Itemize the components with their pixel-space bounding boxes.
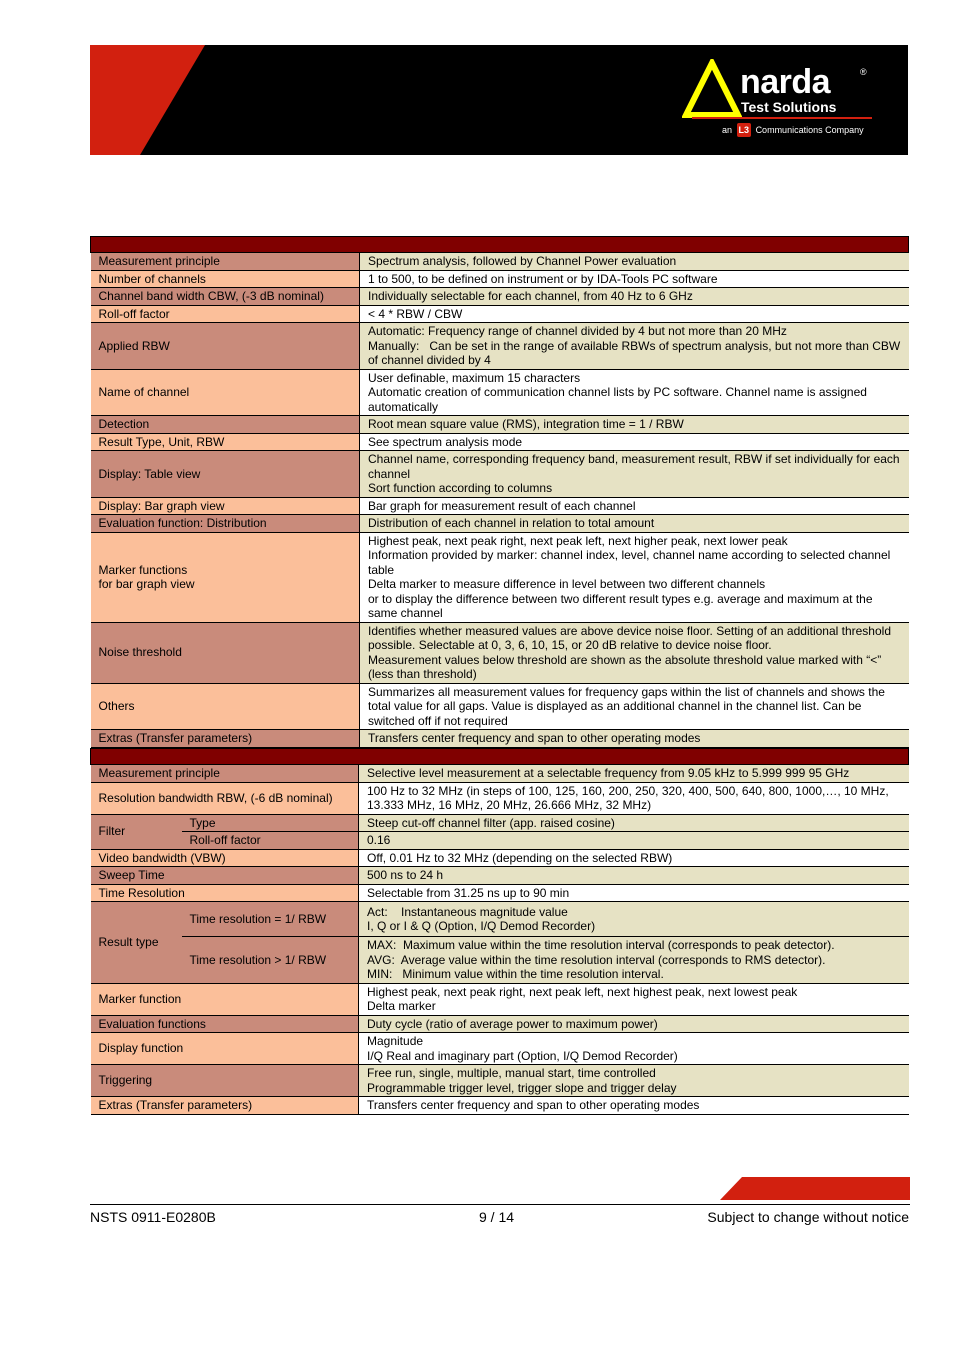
key-line: Measurement principle bbox=[98, 254, 220, 268]
value-line: Individually selectable for each channel, from 40 Hz to 6 GHz bbox=[368, 289, 693, 303]
key-line: Evaluation function: Distribution bbox=[98, 516, 267, 530]
row-value bbox=[359, 937, 909, 984]
footer-page-number: 9 / 14 bbox=[479, 1209, 515, 1225]
row-key bbox=[91, 683, 360, 730]
row-key: Resolution bandwidth RBW, (-6 dB nominal) bbox=[91, 782, 359, 814]
value-line: I, Q or I & Q (Option, I/Q Demod Recorder) bbox=[367, 919, 596, 933]
row-key-result-type: Result type bbox=[91, 902, 182, 984]
footer-rule bbox=[90, 1204, 910, 1205]
value-line: Root mean square value (RMS), integration time = 1 / RBW bbox=[368, 417, 684, 431]
row-key: Measurement principle bbox=[91, 765, 359, 783]
key-line: for bar graph view bbox=[98, 577, 195, 591]
value-line: Delta marker to measure difference in level between two different channels bbox=[368, 577, 766, 591]
l3-icon: L3 bbox=[738, 125, 750, 135]
logo-rule bbox=[692, 117, 872, 119]
row-value: Off, 0.01 Hz to 32 MHz (depending on the selected RBW) bbox=[359, 849, 909, 867]
row-key: Display function bbox=[91, 1033, 359, 1065]
footer-doc-id: NSTS 0911-E0280B bbox=[90, 1209, 216, 1225]
row-value: 100 Hz to 32 MHz (in steps of 100, 125, 160, 200, 250, 320, 400, 500, 640, 800, 1000,…, 10 MHz, 13.333 MHz, 16 MHz, 20 MHz, 26.666 MHz, 32 MHz) bbox=[359, 782, 909, 814]
row-subkey: Type bbox=[182, 814, 359, 832]
value-line: AVG: Average value within the time resolution interval (corresponds to RMS detector). bbox=[367, 952, 826, 967]
table-row bbox=[91, 849, 909, 867]
table-row bbox=[91, 867, 909, 885]
row-key bbox=[91, 515, 360, 533]
key-line: Others bbox=[98, 699, 135, 713]
banner-red-block bbox=[90, 45, 140, 155]
key-line: Display: Table view bbox=[98, 466, 201, 481]
row-subkey: Time resolution > 1/ RBW bbox=[182, 937, 359, 984]
row-key bbox=[91, 323, 360, 370]
table-row bbox=[91, 1065, 909, 1097]
row-value bbox=[360, 323, 909, 370]
table-row bbox=[91, 416, 909, 434]
row-key bbox=[91, 305, 360, 323]
table-row bbox=[91, 1097, 909, 1115]
row-key bbox=[91, 369, 360, 416]
banner-red-wedge bbox=[140, 45, 205, 155]
table-row bbox=[91, 497, 909, 515]
logo-subtitle: Test Solutions bbox=[741, 99, 837, 115]
key-line: Detection bbox=[98, 417, 150, 431]
narda-logo bbox=[682, 59, 882, 144]
value-line: Automatic creation of communication channel lists by PC software. Channel name is assigned automatically bbox=[368, 385, 871, 414]
value-line: Summarizes all measurement values for frequency gaps within the list of channels and shows the total value for all gaps. Value is displayed as an additional channel in the channel list. Can be switched off if not required bbox=[368, 684, 889, 728]
row-key: Evaluation functions bbox=[91, 1015, 359, 1033]
tagline-prefix: an bbox=[722, 125, 733, 135]
value-line: Transfers center frequency and span to other operating modes bbox=[368, 731, 701, 745]
row-key: Marker function bbox=[91, 983, 359, 1015]
table-row bbox=[91, 288, 909, 306]
value-line: < 4 * RBW / CBW bbox=[368, 306, 463, 321]
value-line: User definable, maximum 15 characters bbox=[368, 370, 581, 385]
row-value: 0.16 bbox=[359, 832, 909, 850]
table-header-bar bbox=[91, 237, 909, 253]
row-value bbox=[359, 902, 909, 937]
value-line: Automatic: Frequency range of channel divided by 4 but not more than 20 MHz bbox=[368, 324, 787, 338]
row-value bbox=[360, 451, 909, 498]
table-row bbox=[91, 730, 909, 748]
channel-power-table bbox=[90, 236, 909, 748]
table-row bbox=[91, 683, 909, 730]
row-value bbox=[360, 305, 909, 323]
table-row bbox=[91, 902, 909, 937]
row-value bbox=[360, 416, 909, 434]
row-value bbox=[360, 730, 909, 748]
table-row bbox=[91, 532, 909, 622]
key-line: Number of channels bbox=[98, 271, 206, 286]
row-value bbox=[359, 983, 909, 1015]
value-line: Channel name, corresponding frequency band, measurement result, RBW if set individually for each channel bbox=[368, 452, 903, 481]
row-key bbox=[91, 451, 360, 498]
table-row bbox=[91, 270, 909, 288]
row-key bbox=[91, 416, 360, 434]
table-row bbox=[91, 1015, 909, 1033]
row-value: Steep cut-off channel filter (app. raised cosine) bbox=[359, 814, 909, 832]
value-line: Free run, single, multiple, manual start, time controlled bbox=[367, 1066, 656, 1080]
row-value bbox=[360, 253, 909, 271]
value-line: Magnitude bbox=[367, 1034, 424, 1048]
row-value bbox=[360, 515, 909, 533]
level-recorder-table bbox=[90, 748, 909, 1115]
table-row bbox=[91, 433, 909, 451]
key-line: Extras (Transfer parameters) bbox=[98, 731, 253, 745]
value-line: 1 to 500, to be defined on instrument or by IDA-Tools PC software bbox=[368, 271, 718, 286]
key-line: Display: Bar graph view bbox=[98, 498, 225, 513]
key-line: Roll-off factor bbox=[98, 306, 170, 321]
row-value: 500 ns to 24 h bbox=[359, 867, 909, 885]
value-line: Bar graph for measurement result of each channel bbox=[368, 498, 636, 513]
row-key bbox=[91, 270, 360, 288]
row-value bbox=[360, 288, 909, 306]
logo-tagline bbox=[722, 123, 864, 137]
key-line: Applied RBW bbox=[98, 338, 170, 353]
value-line: or to display the difference between two different result types e.g. average and maximum at the same channel bbox=[368, 591, 876, 620]
row-key bbox=[91, 497, 360, 515]
value-line: Distribution of each channel in relation to total amount bbox=[368, 516, 655, 530]
table-header-bar bbox=[91, 749, 909, 765]
row-key bbox=[91, 253, 360, 271]
table-row bbox=[91, 305, 909, 323]
value-line: Act: Instantaneous magnitude value bbox=[367, 904, 568, 919]
row-value: Selective level measurement at a selectable frequency from 9.05 kHz to 5.999 999 95 GHz bbox=[359, 765, 909, 783]
value-line: See spectrum analysis mode bbox=[368, 434, 523, 449]
row-key bbox=[91, 532, 360, 622]
value-line: Information provided by marker: channel index, level, channel name according to selected channel table bbox=[368, 548, 894, 577]
row-key bbox=[91, 433, 360, 451]
row-value bbox=[359, 1033, 909, 1065]
row-value: Selectable from 31.25 ns up to 90 min bbox=[359, 884, 909, 902]
value-line: Programmable trigger level, trigger slope and trigger delay bbox=[367, 1080, 677, 1095]
value-line: Highest peak, next peak right, next peak left, next higher peak, next lower peak bbox=[368, 533, 788, 548]
row-key: Sweep Time bbox=[91, 867, 359, 885]
row-value bbox=[360, 433, 909, 451]
tagline-suffix: Communications Company bbox=[755, 125, 864, 135]
table-row bbox=[91, 323, 909, 370]
value-line: Identifies whether measured values are above device noise floor. Setting of an additional threshold possible. Selectable at 0, 3, 6, 10, 15, or 20 dB relative to device noise floor. bbox=[368, 623, 895, 652]
row-value bbox=[360, 532, 909, 622]
row-value bbox=[359, 1065, 909, 1097]
row-value: Transfers center frequency and span to other operating modes bbox=[359, 1097, 909, 1115]
row-value bbox=[360, 497, 909, 515]
table-row bbox=[91, 937, 909, 984]
value-line: MAX: Maximum value within the time resolution interval (corresponds to peak detector). bbox=[367, 938, 835, 952]
key-line: Name of channel bbox=[98, 385, 190, 399]
row-key bbox=[91, 622, 360, 683]
row-key: Triggering bbox=[91, 1065, 359, 1097]
row-subkey: Roll-off factor bbox=[182, 832, 359, 850]
table-row bbox=[91, 451, 909, 498]
row-value bbox=[360, 369, 909, 416]
footer-notice: Subject to change without notice bbox=[707, 1209, 909, 1225]
row-value bbox=[360, 622, 909, 683]
value-line: Spectrum analysis, followed by Channel Power evaluation bbox=[368, 254, 677, 268]
value-line: Sort function according to columns bbox=[368, 481, 553, 495]
table-row bbox=[91, 515, 909, 533]
value-line: I/Q Real and imaginary part (Option, I/Q Demod Recorder) bbox=[367, 1048, 678, 1063]
key-line: Marker functions bbox=[98, 562, 188, 577]
value-line: Measurement values below threshold are shown as the absolute threshold value marked with “<” (less than threshold) bbox=[368, 652, 885, 681]
value-line: Manually: Can be set in the range of available RBWs of spectrum analysis, but not more than CBW of channel divided by 4 bbox=[368, 338, 904, 367]
table-row bbox=[91, 832, 909, 850]
row-key: Time Resolution bbox=[91, 884, 359, 902]
row-value bbox=[360, 683, 909, 730]
table-row bbox=[91, 884, 909, 902]
row-key bbox=[91, 730, 360, 748]
warning-triangle-icon bbox=[682, 59, 742, 121]
table-row bbox=[91, 814, 909, 832]
table-row bbox=[91, 622, 909, 683]
value-line: Delta marker bbox=[367, 999, 436, 1013]
row-subkey: Time resolution = 1/ RBW bbox=[182, 902, 359, 937]
row-key: Video bandwidth (VBW) bbox=[91, 849, 359, 867]
footer-red-bar bbox=[720, 1177, 910, 1200]
key-line: Noise threshold bbox=[98, 645, 182, 660]
row-key-filter: Filter bbox=[91, 814, 182, 849]
table-row bbox=[91, 782, 909, 814]
table-row bbox=[91, 253, 909, 271]
logo-brand: narda bbox=[740, 63, 831, 101]
row-key: Extras (Transfer parameters) bbox=[91, 1097, 359, 1115]
value-line: MIN: Minimum value within the time resolution interval. bbox=[367, 967, 664, 981]
key-line: Channel band width CBW, (-3 dB nominal) bbox=[98, 289, 324, 303]
logo-registered-mark: ® bbox=[860, 67, 867, 77]
table-row bbox=[91, 1033, 909, 1065]
value-line: Highest peak, next peak right, next peak left, next highest peak, next lowest peak bbox=[367, 984, 798, 999]
row-value: Duty cycle (ratio of average power to maximum power) bbox=[359, 1015, 909, 1033]
key-line: Result Type, Unit, RBW bbox=[98, 434, 225, 449]
table-row bbox=[91, 765, 909, 783]
row-value bbox=[360, 270, 909, 288]
table-row bbox=[91, 369, 909, 416]
row-key bbox=[91, 288, 360, 306]
header-banner bbox=[90, 45, 908, 155]
table-row bbox=[91, 983, 909, 1015]
